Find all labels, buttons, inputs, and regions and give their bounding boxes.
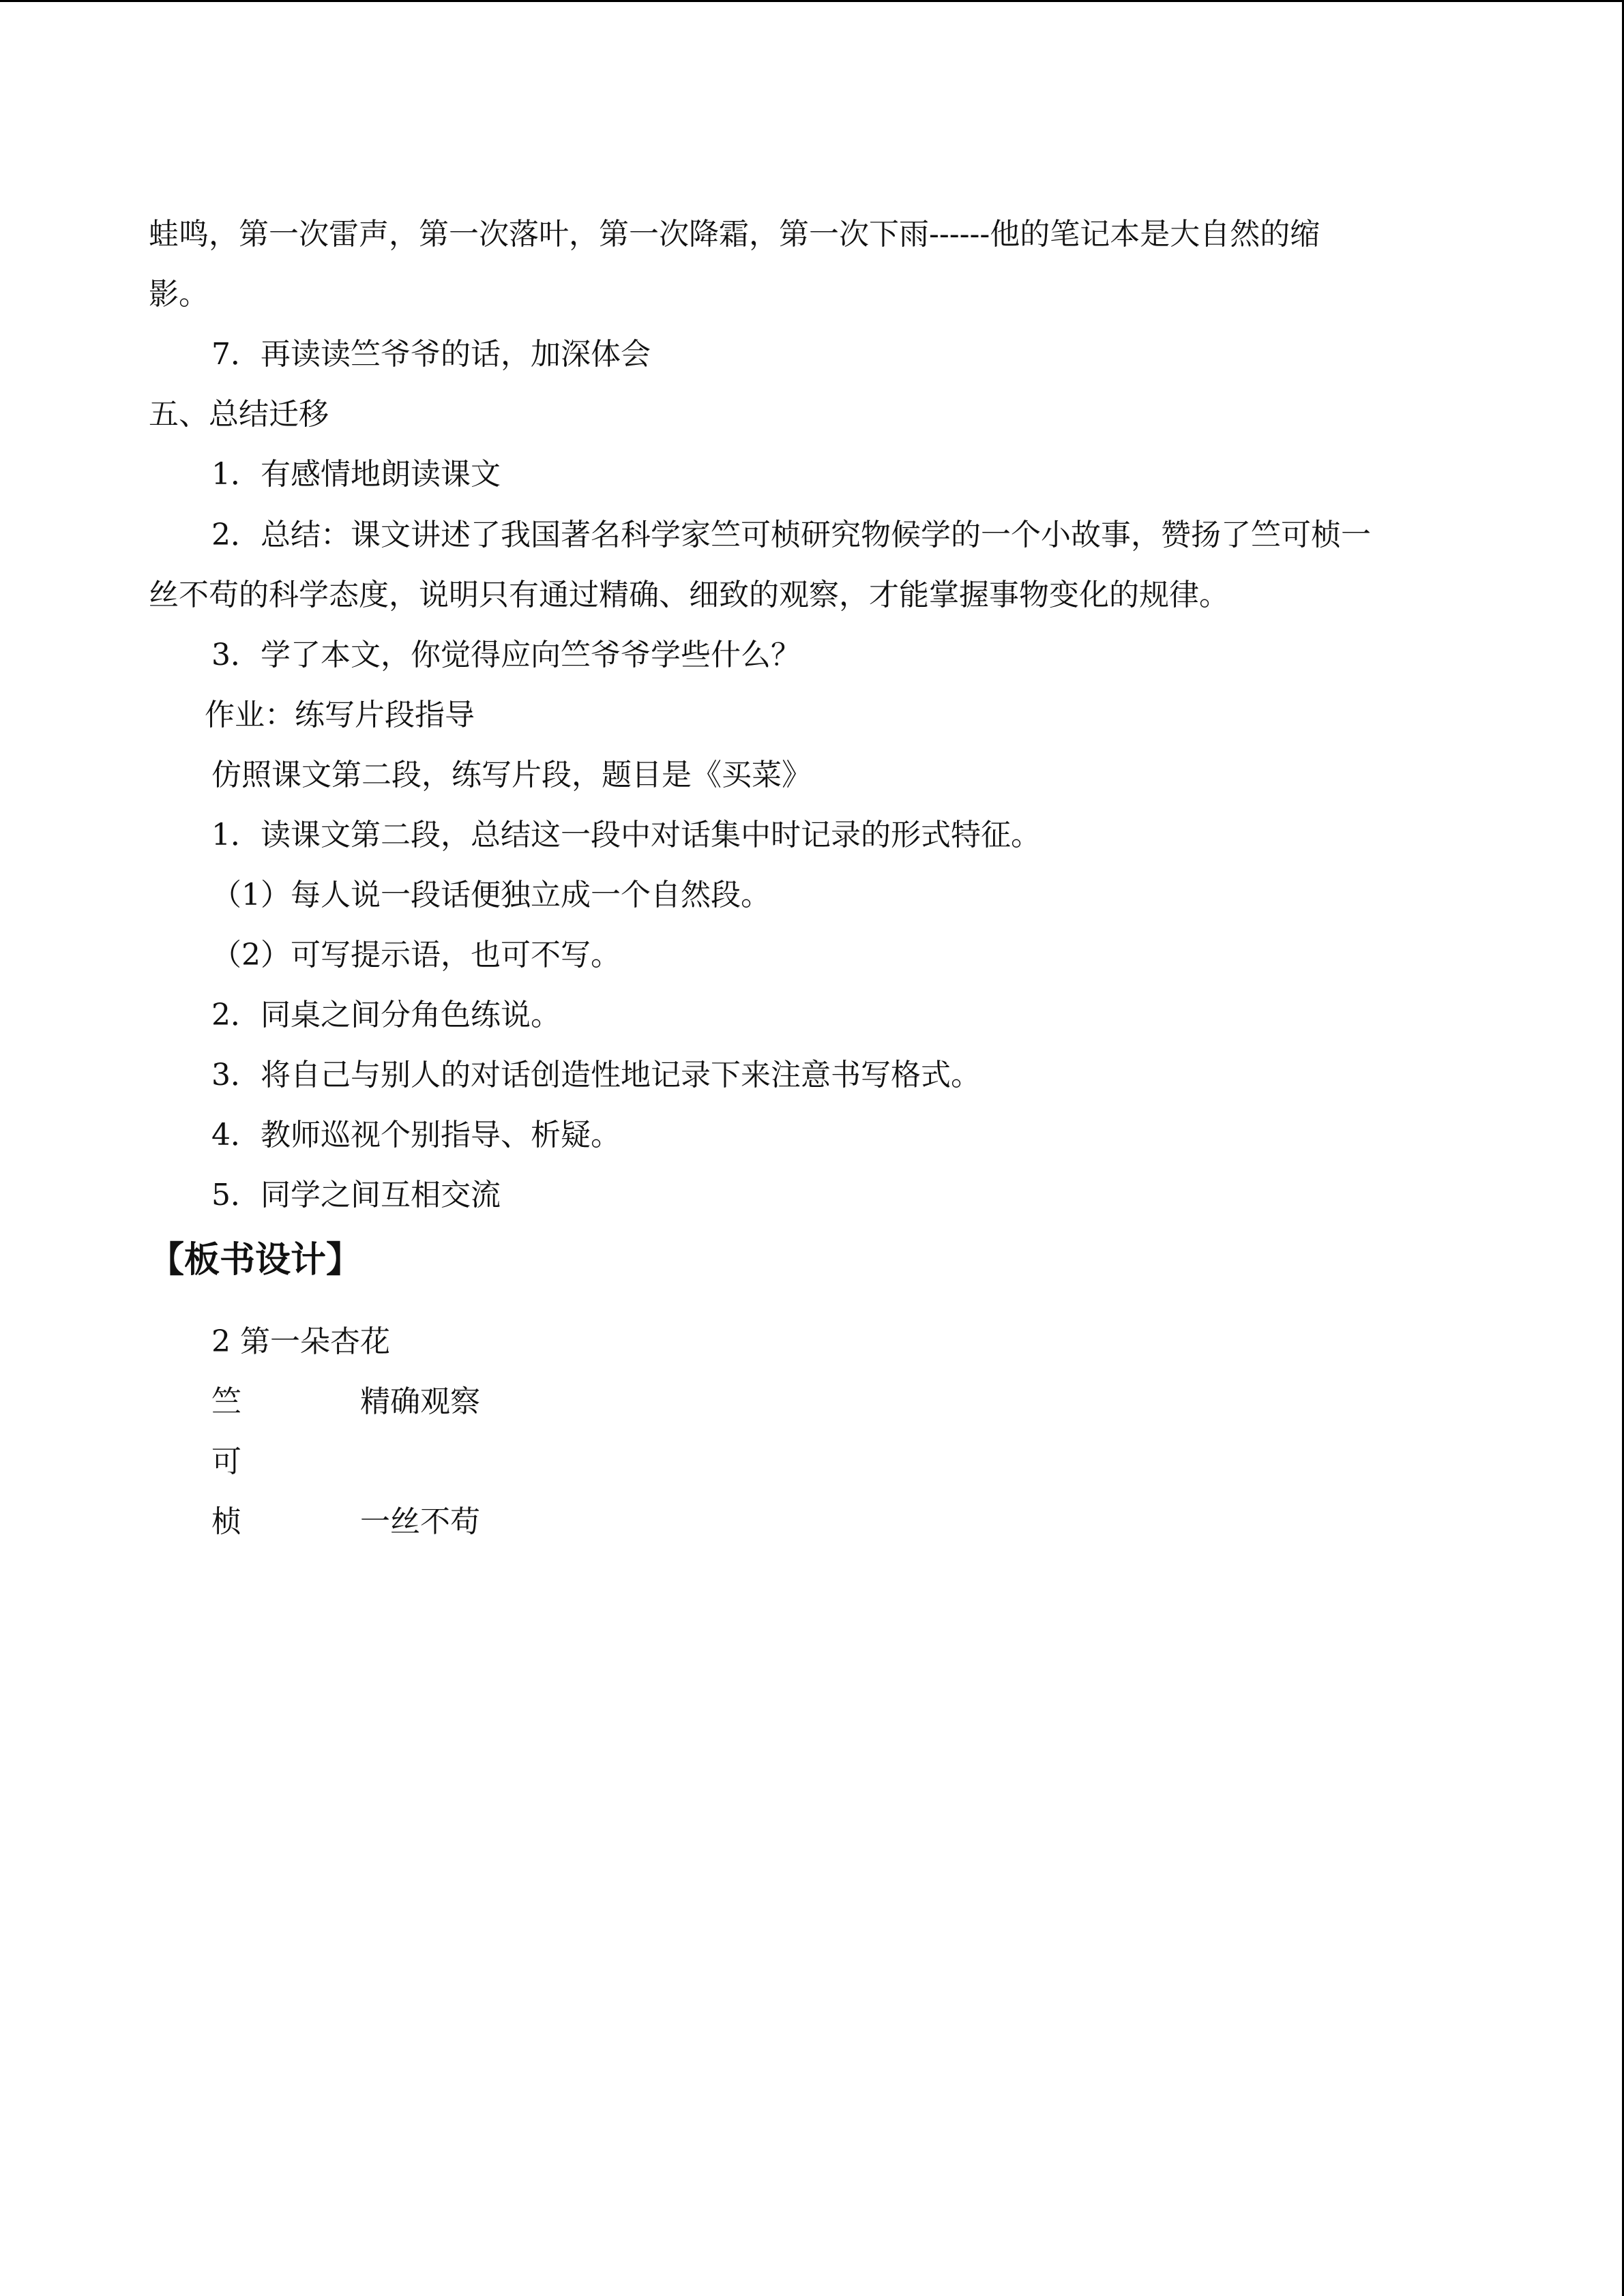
board-char: 桢 (211, 1504, 241, 1539)
paragraph-line: 丝不苟的科学态度，说明只有通过精确、细致的观察，才能掌握事物变化的规律。 (149, 578, 1229, 612)
list-item: 3．学了本文，你觉得应向竺爷爷学些什么？ (211, 638, 801, 672)
section-title: 五、总结迁移 (149, 397, 329, 432)
paragraph-line: 仿照课文第二段，练写片段，题目是《买菜》 (211, 758, 812, 792)
board-note: 一丝不苟 (360, 1504, 480, 1539)
homework-title: 作业：练写片段指导 (205, 698, 475, 732)
paragraph-line: 蛙鸣，第一次雷声，第一次落叶，第一次降霜，第一次下雨------他的笔记本是大自然的缩 (149, 217, 1320, 252)
list-item: 1．有感情地朗读课文 (211, 457, 501, 492)
list-item: （2）可写提示语，也可不写。 (211, 938, 621, 972)
list-item: 4．教师巡视个别指导、析疑。 (211, 1118, 621, 1152)
list-item: 3．将自己与别人的对话创造性地记录下来注意书写格式。 (211, 1058, 981, 1092)
page-border-top (0, 0, 1624, 2)
list-item: 7．再读读竺爷爷的话，加深体会 (211, 337, 651, 372)
board-title: 2 第一朵杏花 (211, 1324, 390, 1359)
list-item: 1．读课文第二段，总结这一段中对话集中时记录的形式特征。 (211, 818, 1041, 852)
list-item: 2．同桌之间分角色练说。 (211, 998, 561, 1032)
board-char: 可 (211, 1444, 241, 1479)
list-item: （1）每人说一段话便独立成一个自然段。 (211, 878, 771, 912)
list-item: 2．总结：课文讲述了我国著名科学家竺可桢研究物候学的一个小故事，赞扬了竺可桢一 (211, 518, 1371, 552)
board-note: 精确观察 (360, 1384, 480, 1419)
paragraph-line: 影。 (149, 277, 209, 312)
list-item: 5．同学之间互相交流 (211, 1178, 501, 1212)
board-char: 竺 (211, 1384, 241, 1419)
board-design-heading: 【板书设计】 (149, 1240, 362, 1281)
